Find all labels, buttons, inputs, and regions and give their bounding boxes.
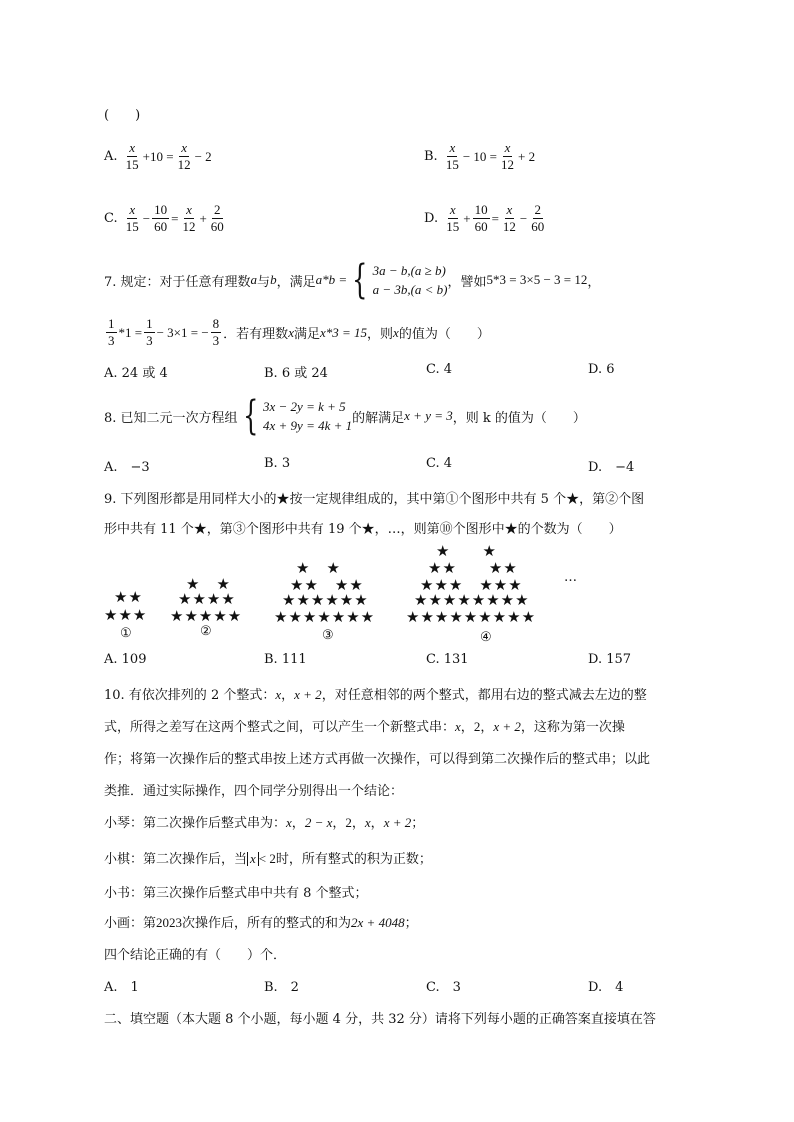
q10-statement-1 bbox=[104, 812, 424, 831]
figure-4-row-5: ★★★★★★★★★ bbox=[406, 608, 537, 626]
case-1: 3a − b,(a ≥ b) bbox=[372, 263, 446, 278]
expr-x-plus-2: x + 2 bbox=[383, 815, 412, 830]
figure-1-label: ① bbox=[120, 626, 132, 641]
equation-1: 3x − 2y = k + 5 bbox=[263, 399, 346, 414]
text: + 2 bbox=[518, 148, 536, 164]
fraction: $\frac{x}{12}$ bbox=[502, 202, 516, 234]
option-label: B. bbox=[424, 149, 438, 164]
section-2-heading: 二、填空题（本大题 8 个小题，每小题 4 分，共 32 分）请将下列每小题的正确答案直接填在答 bbox=[104, 1012, 656, 1027]
q10-statement-2 bbox=[104, 848, 432, 867]
q10-line1 bbox=[104, 684, 647, 703]
const-2: 2 bbox=[345, 815, 352, 830]
text: + bbox=[199, 210, 207, 226]
figure-2-row-3: ★★★★★ bbox=[170, 607, 243, 625]
separator: ， bbox=[351, 816, 365, 831]
q6-option-d[interactable] bbox=[424, 202, 548, 235]
figure-2-row-1: ★ ★ bbox=[186, 575, 231, 593]
var-b: b bbox=[270, 272, 277, 287]
figure-4-row-4: ★★★★★★★★ bbox=[414, 591, 530, 609]
q7-line2 bbox=[104, 316, 490, 349]
var-x: x bbox=[275, 687, 282, 702]
q7-text: ，譬如 bbox=[447, 274, 487, 290]
condition: x*3 = 15 bbox=[319, 324, 368, 340]
q8-option-a[interactable]: A. −3 bbox=[104, 460, 150, 475]
q10-statement-3: 小书：第三次操作后整式串中共有 8 个整式； bbox=[104, 886, 368, 901]
fraction: $\frac{x}{15}$ bbox=[125, 140, 139, 172]
fraction: $\frac{x}{15}$ bbox=[125, 202, 139, 234]
equation-2: 4x + 9y = 4k + 1 bbox=[263, 418, 353, 433]
fraction: $\frac{8}{3}$ bbox=[212, 316, 220, 348]
separator: ， bbox=[480, 720, 494, 735]
q7-text: 与 bbox=[257, 274, 271, 290]
figure-2-row-2: ★★★★ bbox=[178, 590, 236, 608]
absolute-value: x bbox=[247, 852, 259, 866]
case-2: a − 3b,(a < b) bbox=[372, 282, 448, 297]
q7-text: 7. 规定：对于任意有理数 bbox=[104, 274, 251, 290]
q7-line1 bbox=[104, 257, 601, 303]
q7-text: 满足 bbox=[293, 327, 320, 342]
fraction: $\frac{2}{60}$ bbox=[210, 202, 224, 234]
const-2: 2 bbox=[473, 719, 481, 734]
figure-3-row-3: ★★★★★★ bbox=[282, 591, 369, 609]
expr-x-plus-2: x + 2 bbox=[493, 719, 521, 734]
var-x: x bbox=[286, 815, 292, 830]
q7-option-d[interactable]: D. 6 bbox=[588, 362, 615, 377]
q10-text: 时，所有整式的积为正数； bbox=[275, 852, 432, 867]
q10-text: 小画：第 bbox=[104, 916, 157, 931]
equation-system bbox=[263, 397, 352, 435]
separator: ， bbox=[370, 816, 384, 831]
separator: ， bbox=[291, 816, 305, 831]
fraction: $\frac{2}{60}$ bbox=[531, 202, 545, 234]
q9-option-c[interactable]: C. 131 bbox=[426, 652, 469, 667]
text: + bbox=[463, 210, 471, 226]
text: − bbox=[519, 210, 528, 226]
figure-3-row-4: ★★★★★★★ bbox=[274, 608, 376, 626]
q7-text: ，满足 bbox=[276, 274, 316, 290]
separator: ， bbox=[281, 688, 295, 703]
fraction: $\frac{x}{12}$ bbox=[182, 202, 196, 234]
var-x: x bbox=[455, 719, 461, 734]
q10-line2 bbox=[104, 716, 625, 735]
q10-text: 小琴：第二次操作后整式串为： bbox=[104, 816, 287, 831]
fraction: $\frac{x}{15}$ bbox=[446, 202, 460, 234]
var-x: x bbox=[288, 324, 294, 340]
expr-x-plus-2: x + 2 bbox=[294, 687, 322, 702]
q10-text: 10. 有依次排列的 2 个整式： bbox=[104, 688, 276, 703]
example-1: 5*3 = 3×5 − 3 = 12 bbox=[486, 272, 588, 287]
q7-text: ，则 bbox=[367, 327, 394, 342]
figure-4-label: ④ bbox=[480, 630, 492, 645]
q10-option-c[interactable]: C. 3 bbox=[426, 980, 461, 995]
figure-3-label: ③ bbox=[322, 628, 334, 643]
number-2023: 2023 bbox=[156, 915, 183, 930]
separator: ； bbox=[404, 916, 418, 931]
separator: ， bbox=[332, 816, 346, 831]
inequality: < 2 bbox=[258, 851, 276, 866]
figure-3-row-1: ★ ★ bbox=[296, 559, 341, 577]
q8-line bbox=[104, 393, 586, 439]
q6-option-b[interactable] bbox=[424, 140, 535, 173]
q8-option-b[interactable]: B. 3 bbox=[264, 456, 291, 471]
figure-4-row-3: ★★★ ★★★ bbox=[420, 576, 523, 594]
text: = bbox=[171, 210, 179, 226]
fraction: $\frac{x}{12}$ bbox=[177, 140, 191, 172]
q10-option-d[interactable]: D. 4 bbox=[588, 980, 624, 995]
q7-option-b[interactable]: B. 6 或 24 bbox=[264, 366, 328, 381]
left-brace: { bbox=[242, 393, 258, 439]
option-label: A. bbox=[104, 149, 118, 164]
q8-text: 8. 已知二元一次方程组 bbox=[104, 410, 238, 426]
operation-def: a*b = bbox=[315, 272, 348, 287]
q7-text: ， bbox=[587, 274, 601, 290]
q7-text: ．若有理数 bbox=[223, 327, 289, 342]
q8-option-c[interactable]: C. 4 bbox=[426, 456, 453, 471]
text: − bbox=[142, 210, 151, 226]
figure-2-label: ② bbox=[200, 624, 212, 639]
q6-paren: ( ) bbox=[104, 108, 141, 123]
fraction: $\frac{10}{60}$ bbox=[474, 202, 488, 234]
q9-line2: 形中共有 11 个★，第③个图形中共有 19 个★，…，则第⑩个图形中★的个数为（ ） bbox=[104, 522, 622, 537]
figure-ellipsis: … bbox=[564, 570, 577, 585]
q9-option-b[interactable]: B. 111 bbox=[264, 652, 307, 667]
q10-line4: 类推．通过实际操作，四个同学分别得出一个结论： bbox=[104, 784, 404, 799]
q8-option-d[interactable]: D. −4 bbox=[588, 460, 635, 475]
var-a: a bbox=[250, 272, 258, 287]
q10-option-a[interactable]: A. 1 bbox=[104, 980, 139, 995]
q8-text: ，则 k 的值为（ ） bbox=[452, 410, 586, 426]
text: = bbox=[491, 210, 499, 226]
q7-option-c[interactable]: C. 4 bbox=[426, 362, 453, 377]
fraction: $\frac{10}{60}$ bbox=[154, 202, 168, 234]
option-label: D. bbox=[424, 211, 439, 226]
figure-1-row-2: ★★★ bbox=[104, 606, 148, 624]
fraction: $\frac{1}{3}$ bbox=[146, 316, 153, 348]
separator: ， bbox=[460, 720, 474, 735]
condition: x + y = 3 bbox=[404, 408, 453, 423]
q9-line1: 9. 下列图形都是用同样大小的★按一定规律组成的，其中第①个图形中共有 5 个★，第②个图 bbox=[104, 492, 645, 507]
q10-question: 四个结论正确的有（ ）个． bbox=[104, 948, 287, 963]
q10-option-b[interactable]: B. 2 bbox=[264, 980, 299, 995]
figure-4-row-1: ★ ★ bbox=[436, 542, 497, 560]
q10-text: ，对任意相邻的两个整式，都用右边的整式减去左边的整 bbox=[321, 688, 647, 703]
separator: ； bbox=[411, 816, 425, 831]
q8-text: 的解满足 bbox=[352, 410, 405, 426]
figure-1-row-1: ★★ bbox=[114, 588, 143, 606]
q10-text: 小棋：第二次操作后，当 bbox=[104, 852, 248, 867]
q10-statement-4 bbox=[104, 912, 418, 931]
fraction: $\frac{x}{15}$ bbox=[445, 140, 459, 172]
text: +10 = bbox=[142, 148, 174, 164]
sum-expression: 2x + 4048 bbox=[351, 915, 405, 930]
piecewise-cases bbox=[373, 261, 448, 299]
fraction: $\frac{1}{3}$ bbox=[108, 316, 115, 348]
example-2: *1 = bbox=[118, 324, 143, 340]
var-x: x bbox=[364, 815, 371, 830]
text: − 2 bbox=[194, 148, 212, 164]
q10-text: 式，所得之差写在这两个整式之间，可以产生一个新整式串： bbox=[104, 720, 456, 735]
q10-line3: 作；将第一次操作后的整式串按上述方式再做一次操作，可以得到第二次操作后的整式串；以此 bbox=[104, 752, 651, 767]
q7-option-a[interactable]: A. 24 或 4 bbox=[104, 366, 168, 381]
q6-option-a[interactable] bbox=[104, 140, 212, 173]
figure-3-row-2: ★★ ★★ bbox=[290, 576, 364, 594]
var-x: x bbox=[393, 324, 399, 340]
q10-text: 次操作后，所有的整式的和为 bbox=[182, 916, 352, 931]
q10-text: ，这称为第一次操 bbox=[520, 720, 625, 735]
example-2: − 3×1 = − bbox=[156, 324, 209, 340]
q9-option-d[interactable]: D. 157 bbox=[588, 652, 632, 667]
figure-4-row-2: ★★ ★★ bbox=[428, 559, 518, 577]
expr-2-minus-x: 2 − x bbox=[304, 815, 333, 830]
q9-option-a[interactable]: A. 109 bbox=[104, 652, 147, 667]
q6-option-c[interactable] bbox=[104, 202, 228, 235]
left-brace: { bbox=[352, 257, 368, 303]
q7-text: 的值为（ ） bbox=[398, 327, 490, 342]
text: − 10 = bbox=[462, 148, 497, 164]
option-label: C. bbox=[104, 211, 118, 226]
fraction: $\frac{x}{12}$ bbox=[501, 140, 514, 172]
